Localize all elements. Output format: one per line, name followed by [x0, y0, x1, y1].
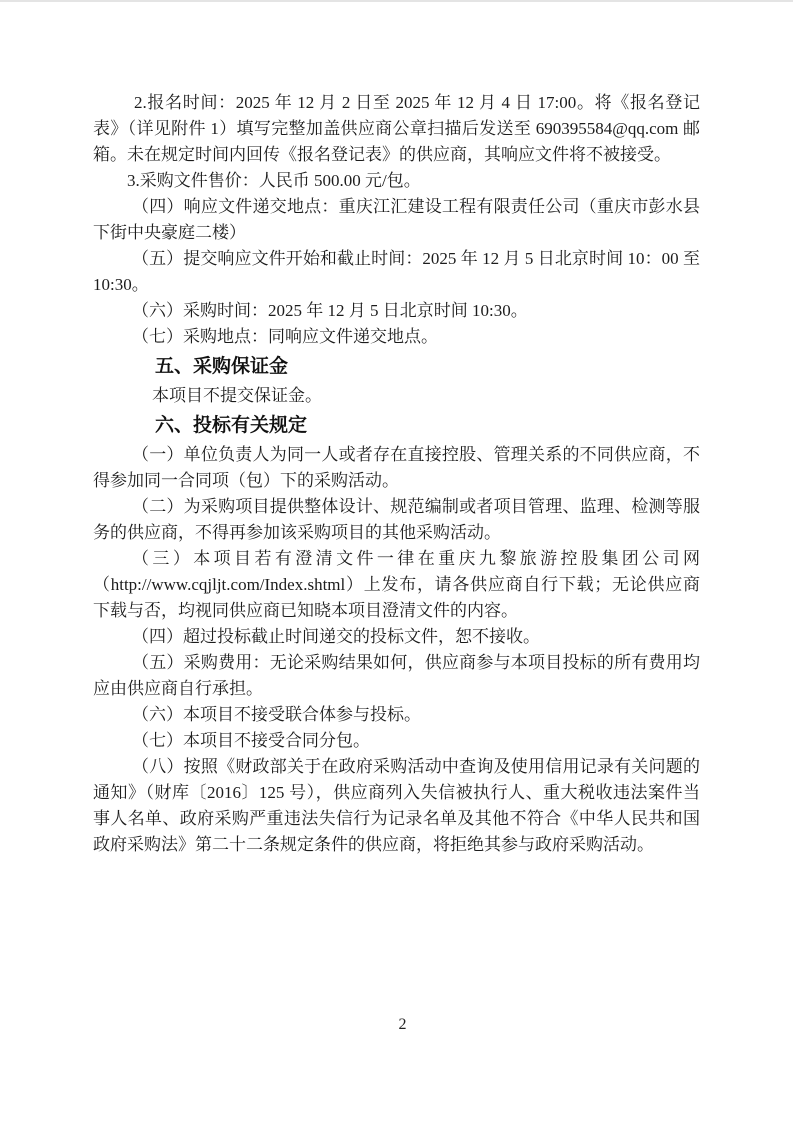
paragraph-rule7: （七）本项目不接受合同分包。: [132, 731, 370, 750]
paragraph-rule6: （六）本项目不接受联合体参与投标。: [132, 705, 421, 724]
paragraph-rule8: （八）按照《财政部关于在政府采购活动中查询及使用信用记录有关问题的通知》（财库〔2016〕125 号），供应商列入失信被执行人、重大税收违法案件当事人名单、政府采购严重违法失信行为记录名单及其他不符合《中华人民共和国政府采购法》第二十二条规定条件的供应商，将拒绝其参与政府采购活动。: [93, 757, 700, 854]
paragraph-item4-submit-location: （四）响应文件递交地点：重庆江汇建设工程有限责任公司（重庆市彭水县下街中央豪庭二楼）: [93, 197, 700, 242]
paragraph-rule4: （四）超过投标截止时间递交的投标文件，恕不接收。: [132, 627, 540, 646]
paragraph-rule3: （三）本项目若有澄清文件一律在重庆九黎旅游控股集团公司网（http://www.cqjljt.com/Index.shtml）上发布，请各供应商自行下载；无论供应商下载与否，均视同供应商已知晓本项目澄清文件的内容。: [93, 549, 700, 620]
paragraph-signup-time: 2.报名时间：2025 年 12 月 2 日至 2025 年 12 月 4 日 17:00。将《报名登记表》（详见附件 1）填写完整加盖供应商公章扫描后发送至 690395584@qq.com 邮箱。未在规定时间内回传《报名登记表》的供应商，其响应文件将不被接受。: [93, 93, 700, 164]
paragraph-item6-purchase-time: （六）采购时间：2025 年 12 月 5 日北京时间 10:30。: [132, 301, 528, 320]
paragraph-rule5: （五）采购费用：无论采购结果如何，供应商参与本项目投标的所有费用均应由供应商自行承担。: [93, 653, 700, 698]
section-heading-deposit: 五、采购保证金: [155, 356, 289, 377]
document-body: [93, 90, 700, 858]
page-top-edge: [0, 0, 793, 2]
paragraph-no-deposit: 本项目不提交保证金。: [152, 386, 322, 405]
section-heading-bidding-rules: 六、投标有关规定: [155, 415, 308, 436]
paragraph-rule2: （二）为采购项目提供整体设计、规范编制或者项目管理、监理、检测等服务的供应商，不得再参加该采购项目的其他采购活动。: [93, 497, 700, 542]
page-number: 2: [398, 1016, 407, 1033]
paragraph-rule1: （一）单位负责人为同一人或者存在直接控股、管理关系的不同供应商，不得参加同一合同项（包）下的采购活动。: [93, 445, 700, 490]
paragraph-item5-submit-time: （五）提交响应文件开始和截止时间：2025 年 12 月 5 日北京时间 10：00 至 10:30。: [93, 249, 700, 294]
paragraph-item7-purchase-location: （七）采购地点：同响应文件递交地点。: [132, 327, 438, 346]
paragraph-file-price: 3.采购文件售价：人民币 500.00 元/包。: [127, 171, 421, 190]
